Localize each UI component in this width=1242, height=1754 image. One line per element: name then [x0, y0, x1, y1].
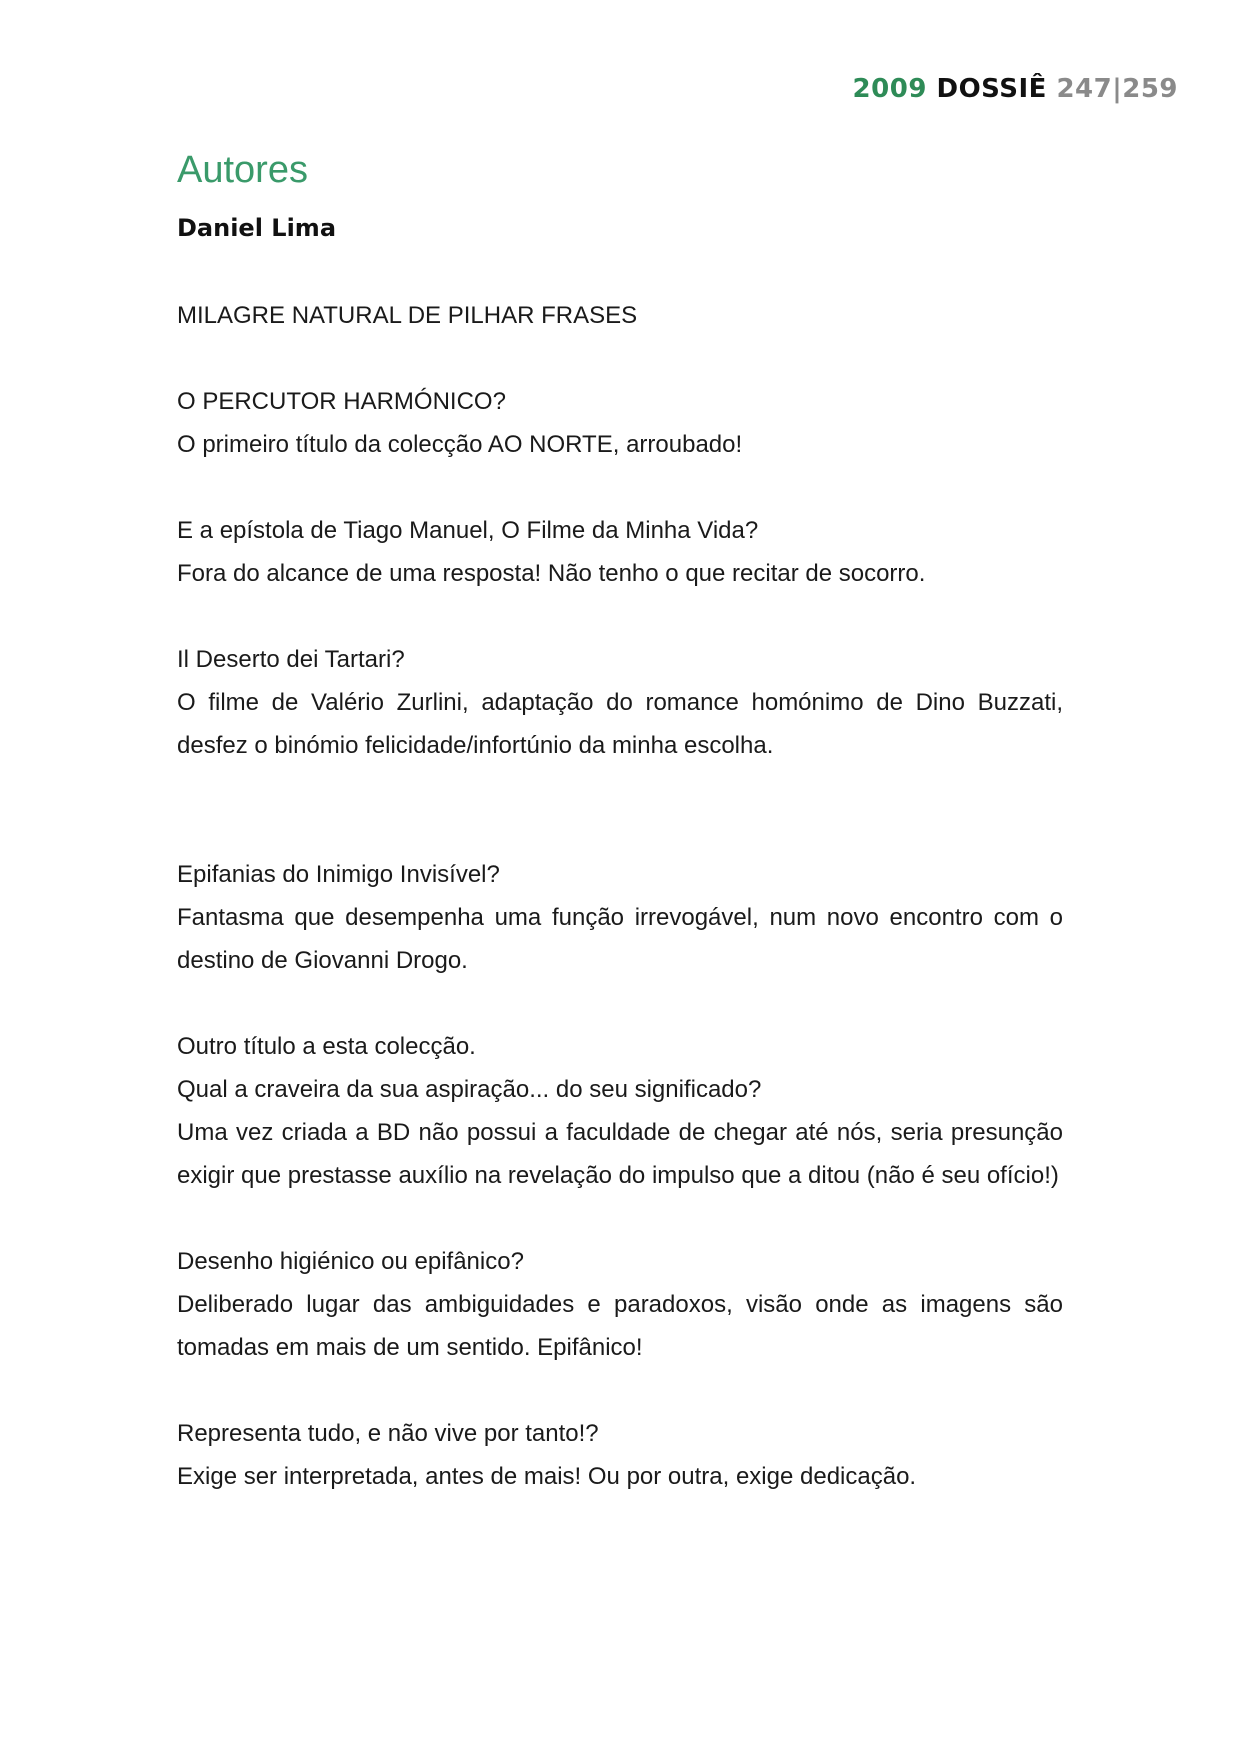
answer: Fantasma que desempenha uma função irrevogável, num novo encontro com o destino de Giovanni Drogo.: [177, 904, 1063, 974]
header-title: DOSSIÊ: [936, 74, 1047, 104]
section-title: Autores: [177, 149, 308, 191]
qa-block-4: [177, 853, 1063, 982]
answer: O primeiro título da colecção AO NORTE, arroubado!: [177, 431, 743, 458]
question: O PERCUTOR HARMÓNICO?: [177, 388, 506, 415]
question: Epifanias do Inimigo Invisível?: [177, 861, 500, 888]
answer: Fora do alcance de uma resposta! Não tenho o que recitar de socorro.: [177, 560, 926, 587]
qa-block-1: [177, 380, 1063, 466]
answer: Exige ser interpretada, antes de mais! Ou por outra, exige dedicação.: [177, 1463, 917, 1490]
qa-block-5: [177, 1025, 1063, 1197]
main-content: [177, 140, 1063, 1498]
answer: Deliberado lugar das ambiguidades e paradoxos, visão onde as imagens são tomadas em mais de um sentido. Epifânico!: [177, 1291, 1063, 1361]
author-name: Daniel Lima: [177, 214, 337, 242]
question: Desenho higiénico ou epifânico?: [177, 1248, 524, 1275]
qa-block-6: [177, 1240, 1063, 1369]
running-header: [853, 74, 1178, 104]
qa-block-7: [177, 1412, 1063, 1498]
qa-block-3: [177, 638, 1063, 767]
question-continued: Qual a craveira da sua aspiração... do seu significado?: [177, 1076, 762, 1103]
answer: Uma vez criada a BD não possui a faculdade de chegar até nós, seria presunção exigir que prestasse auxílio na revelação do impulso que a ditou (não é seu ofício!): [177, 1119, 1063, 1189]
question: Il Deserto dei Tartari?: [177, 646, 405, 673]
question: Outro título a esta colecção.: [177, 1033, 476, 1060]
header-year: 2009: [852, 74, 927, 104]
work-title: MILAGRE NATURAL DE PILHAR FRASES: [177, 302, 638, 329]
question: Representa tudo, e não vive por tanto!?: [177, 1420, 599, 1447]
question: E a epístola de Tiago Manuel, O Filme da Minha Vida?: [177, 517, 759, 544]
answer: O filme de Valério Zurlini, adaptação do romance homónimo de Dino Buzzati, desfez o binómio felicidade/infortúnio da minha escolha.: [177, 689, 1063, 759]
header-page-numbers: 247|259: [1056, 74, 1178, 104]
qa-block-2: [177, 509, 1063, 595]
